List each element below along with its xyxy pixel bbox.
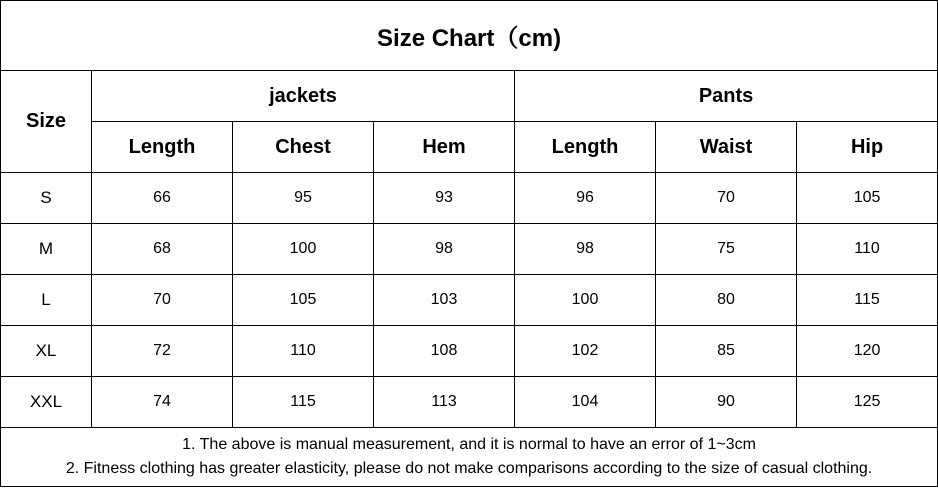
pants-group-header: Pants <box>515 71 938 122</box>
jacket-chest-cell: 110 <box>233 326 374 377</box>
pants-length-cell: 102 <box>515 326 656 377</box>
pants-length-cell: 98 <box>515 224 656 275</box>
pants-length-cell: 100 <box>515 275 656 326</box>
jacket-chest-cell: 95 <box>233 173 374 224</box>
jackets-group-header: jackets <box>92 71 515 122</box>
pants-hip-cell: 105 <box>797 173 938 224</box>
size-cell: L <box>1 275 92 326</box>
pants-hip-cell: 120 <box>797 326 938 377</box>
pants-waist-header: Waist <box>656 122 797 173</box>
size-cell: S <box>1 173 92 224</box>
pants-hip-cell: 125 <box>797 377 938 428</box>
chart-title: Size Chart（cm) <box>1 1 938 71</box>
pants-waist-cell: 75 <box>656 224 797 275</box>
note-line: 1. The above is manual measurement, and it is normal to have an error of 1~3cm <box>182 436 756 453</box>
size-cell: XXL <box>1 377 92 428</box>
jacket-length-cell: 70 <box>92 275 233 326</box>
jacket-length-cell: 72 <box>92 326 233 377</box>
jacket-length-header: Length <box>92 122 233 173</box>
pants-waist-cell: 90 <box>656 377 797 428</box>
notes-section <box>1 428 938 487</box>
pants-waist-cell: 80 <box>656 275 797 326</box>
jacket-length-cell: 68 <box>92 224 233 275</box>
pants-hip-header: Hip <box>797 122 938 173</box>
note-line: 2. Fitness clothing has greater elasticity, please do not make comparisons according to the size of casual clothing. <box>65 460 873 477</box>
jacket-hem-header: Hem <box>374 122 515 173</box>
jacket-chest-header: Chest <box>233 122 374 173</box>
pants-length-cell: 104 <box>515 377 656 428</box>
pants-hip-cell: 110 <box>797 224 938 275</box>
table-row <box>1 377 938 428</box>
pants-waist-cell: 70 <box>656 173 797 224</box>
jacket-hem-cell: 93 <box>374 173 515 224</box>
pants-hip-cell: 115 <box>797 275 938 326</box>
table-row <box>1 275 938 326</box>
jacket-chest-cell: 115 <box>233 377 374 428</box>
size-column-header: Size <box>1 71 92 173</box>
jacket-length-cell: 66 <box>92 173 233 224</box>
jacket-chest-cell: 100 <box>233 224 374 275</box>
size-cell: XL <box>1 326 92 377</box>
jacket-hem-cell: 103 <box>374 275 515 326</box>
table-row <box>1 173 938 224</box>
table-row <box>1 224 938 275</box>
pants-waist-cell: 85 <box>656 326 797 377</box>
pants-length-header: Length <box>515 122 656 173</box>
pants-length-cell: 96 <box>515 173 656 224</box>
jacket-length-cell: 74 <box>92 377 233 428</box>
jacket-hem-cell: 108 <box>374 326 515 377</box>
table-row <box>1 326 938 377</box>
jacket-chest-cell: 105 <box>233 275 374 326</box>
size-cell: M <box>1 224 92 275</box>
jacket-hem-cell: 113 <box>374 377 515 428</box>
jacket-hem-cell: 98 <box>374 224 515 275</box>
